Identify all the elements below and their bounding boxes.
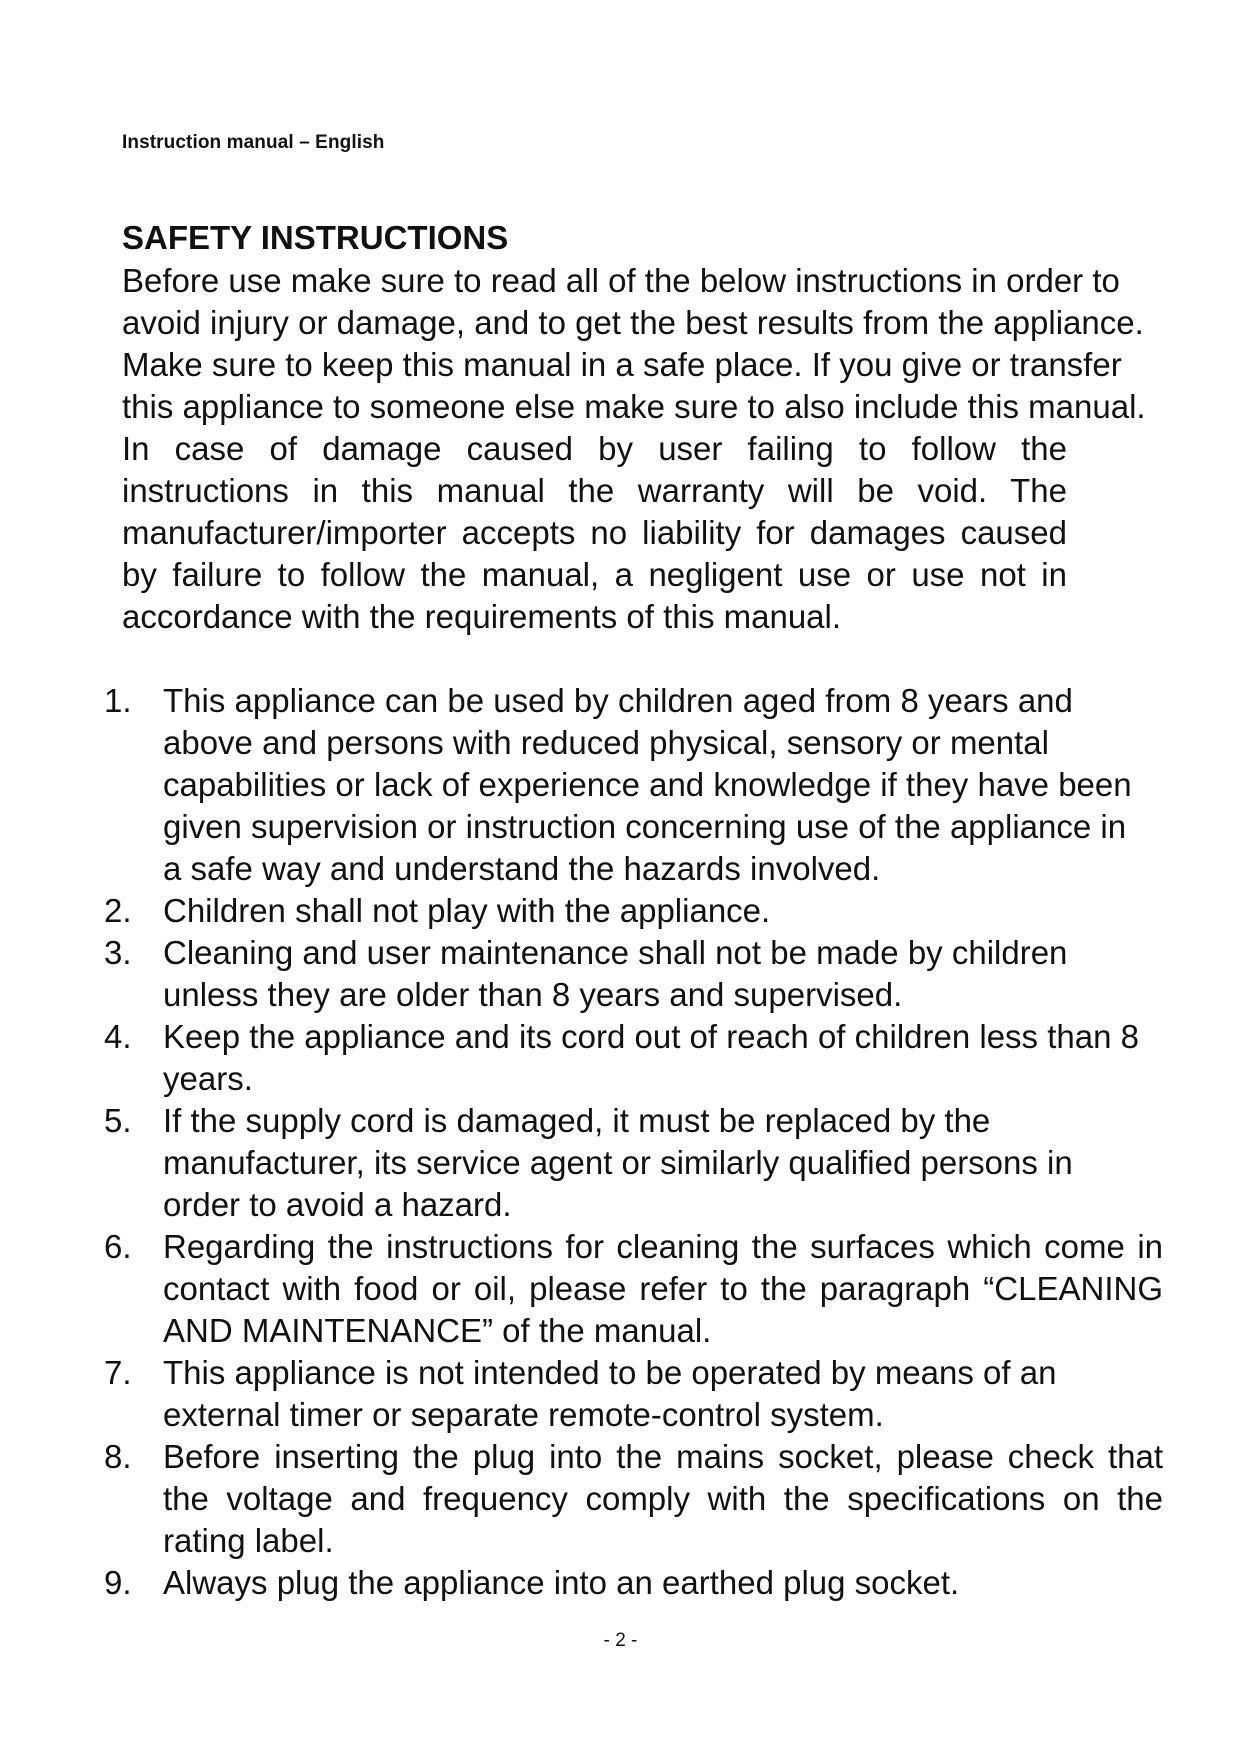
- list-item: [104, 1016, 1144, 1100]
- list-item: [104, 890, 1144, 932]
- list-item: [104, 1100, 1144, 1226]
- list-item-text: Always plug the appliance into an earthed plug socket.: [163, 1564, 960, 1601]
- list-item: [104, 1226, 1163, 1352]
- list-item-number: 7.: [104, 1354, 132, 1391]
- list-item-number: 4.: [104, 1018, 132, 1055]
- list-item-text: Cleaning and user maintenance shall not be made by children unless they are older than 8 years and supervised.: [163, 934, 1068, 1013]
- list-item-text: This appliance is not intended to be operated by means of an external timer or separate remote-control system.: [163, 1354, 1057, 1433]
- list-item-text: Before inserting the plug into the mains socket, please check that the voltage and frequency comply with the specifications on the rating label.: [163, 1438, 1163, 1559]
- warranty-paragraph: In case of damage caused by user failing to follow the instructions in this manual the warranty will be void. The manufacturer/importer accepts no liability for damages caused by failure to follow the manual, a negligent use or use not in accordance with the requirements of this manual.: [122, 430, 1067, 635]
- list-item-number: 5.: [104, 1102, 132, 1139]
- list-item-text: Children shall not play with the appliance.: [163, 892, 771, 929]
- list-item-text: Keep the appliance and its cord out of reach of children less than 8 years.: [163, 1018, 1139, 1097]
- list-item: [104, 1562, 1144, 1604]
- list-item-number: 1.: [104, 682, 132, 719]
- list-item-number: 9.: [104, 1564, 132, 1601]
- safety-list: [104, 680, 1163, 1604]
- list-item-text: This appliance can be used by children aged from 8 years and above and persons with reduced physical, sensory or mental capabilities or lack of experience and knowledge if they have been given supervision or instruction concerning use of the appliance in a safe way and understand the hazards involved.: [163, 682, 1132, 887]
- list-item-text: If the supply cord is damaged, it must be replaced by the manufacturer, its service agent or similarly qualified persons in order to avoid a hazard.: [163, 1102, 1073, 1223]
- list-item-number: 2.: [104, 892, 132, 929]
- list-item: [104, 680, 1144, 890]
- list-item-number: 6.: [104, 1228, 132, 1265]
- page-number: - 2 -: [603, 1630, 638, 1651]
- list-item: [104, 1436, 1163, 1562]
- list-item-text: Regarding the instructions for cleaning the surfaces which come in contact with food or oil, please refer to the paragraph “CLEANING AND MAINTENANCE” of the manual.: [163, 1228, 1163, 1349]
- manual-header-label: Instruction manual – English: [122, 132, 385, 153]
- list-item-number: 3.: [104, 934, 132, 971]
- list-item: [104, 932, 1144, 1016]
- list-item-number: 8.: [104, 1438, 132, 1475]
- safety-section: [122, 216, 1152, 638]
- intro-paragraph: Before use make sure to read all of the below instructions in order to avoid injury or damage, and to get the best results from the appliance. Make sure to keep this manual in a safe place. If you give or transfer this appliance to someone else make sure to also include this manual.: [122, 262, 1146, 425]
- section-title: SAFETY INSTRUCTIONS: [122, 219, 509, 256]
- list-item: [104, 1352, 1144, 1436]
